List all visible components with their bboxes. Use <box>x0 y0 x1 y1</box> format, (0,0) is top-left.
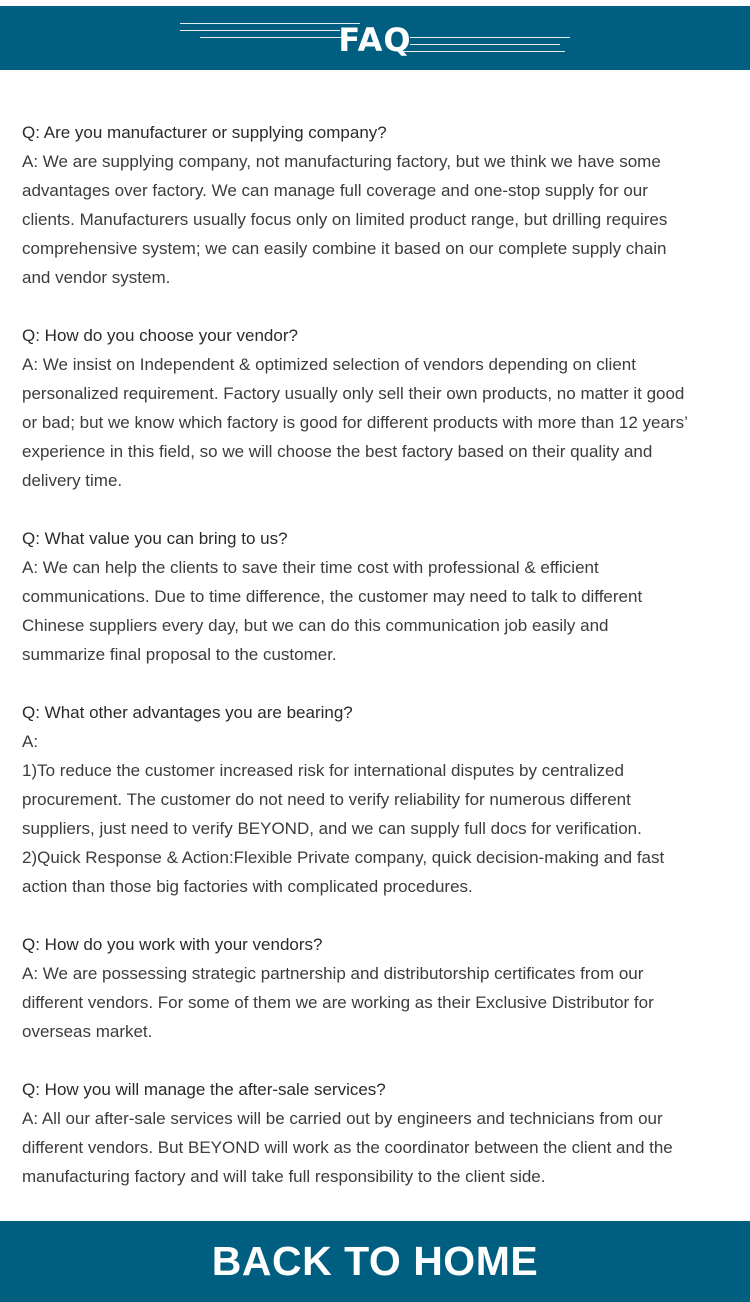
faq-answer-line: A: <box>22 732 39 751</box>
faq-answer-line: 2)Quick Response & Action:Flexible Private company, quick decision-making and fast <box>22 848 665 867</box>
faq-answer-line: A: We are possessing strategic partnership and distributorship certificates from our <box>22 964 644 983</box>
faq-question: Q: What value you can bring to us? <box>22 529 288 548</box>
back-to-home-button[interactable]: BACK TO HOME <box>211 1238 539 1284</box>
faq-answer-line: and vendor system. <box>22 268 171 287</box>
faq-answer-line: personalized requirement. Factory usually only sell their own products, no matter it good <box>22 384 685 403</box>
faq-answer-line: experience in this field, so we will choose the best factory based on their quality and <box>22 442 653 461</box>
faq-list <box>22 118 737 1220</box>
faq-answer-line: A: We are supplying company, not manufacturing factory, but we think we have some <box>22 152 661 171</box>
faq-item <box>22 524 737 669</box>
faq-answer-line: A: We insist on Independent & optimized selection of vendors depending on client <box>22 355 636 374</box>
faq-question: Q: How do you choose your vendor? <box>22 326 298 345</box>
faq-answer-line: action than those big factories with complicated procedures. <box>22 877 473 896</box>
back-to-home-banner[interactable] <box>0 1221 750 1302</box>
faq-answer-line: delivery time. <box>22 471 123 490</box>
faq-question: Q: Are you manufacturer or supplying company? <box>22 123 387 142</box>
faq-answer-line: advantages over factory. We can manage full coverage and one-stop supply for our <box>22 181 648 200</box>
faq-answer-line: clients. Manufacturers usually focus only on limited product range, but drilling requires <box>22 210 668 229</box>
faq-answer-line: A: All our after-sale services will be carried out by engineers and technicians from our <box>22 1109 663 1128</box>
faq-answer-line: procurement. The customer do not need to verify reliability for numerous different <box>22 790 631 809</box>
faq-header-banner <box>0 6 750 70</box>
faq-answer-line: or bad; but we know which factory is good for different products with more than 12 years’ <box>22 413 688 432</box>
faq-answer-line: communications. Due to time difference, the customer may need to talk to different <box>22 587 643 606</box>
faq-question: Q: How do you work with your vendors? <box>22 935 323 954</box>
faq-question: Q: What other advantages you are bearing? <box>22 703 353 722</box>
faq-item <box>22 1075 737 1191</box>
faq-answer-line: manufacturing factory and will take full responsibility to the client side. <box>22 1167 546 1186</box>
faq-answer-line: different vendors. But BEYOND will work as the coordinator between the client and the <box>22 1138 673 1157</box>
faq-answer-line: different vendors. For some of them we are working as their Exclusive Distributor for <box>22 993 654 1012</box>
faq-answer-line: overseas market. <box>22 1022 153 1041</box>
faq-answer-line: suppliers, just need to verify BEYOND, and we can supply full docs for verification. <box>22 819 642 838</box>
faq-item <box>22 321 737 495</box>
faq-answer-line: summarize final proposal to the customer. <box>22 645 337 664</box>
faq-answer-line: A: We can help the clients to save their time cost with professional & efficient <box>22 558 599 577</box>
faq-answer-line: comprehensive system; we can easily combine it based on our complete supply chain <box>22 239 667 258</box>
faq-question: Q: How you will manage the after-sale services? <box>22 1080 386 1099</box>
page-title: FAQ <box>338 21 412 59</box>
faq-item <box>22 698 737 901</box>
faq-answer-line: 1)To reduce the customer increased risk for international disputes by centralized <box>22 761 624 780</box>
faq-answer-line: Chinese suppliers every day, but we can do this communication job easily and <box>22 616 609 635</box>
faq-item <box>22 930 737 1046</box>
faq-item <box>22 118 737 292</box>
